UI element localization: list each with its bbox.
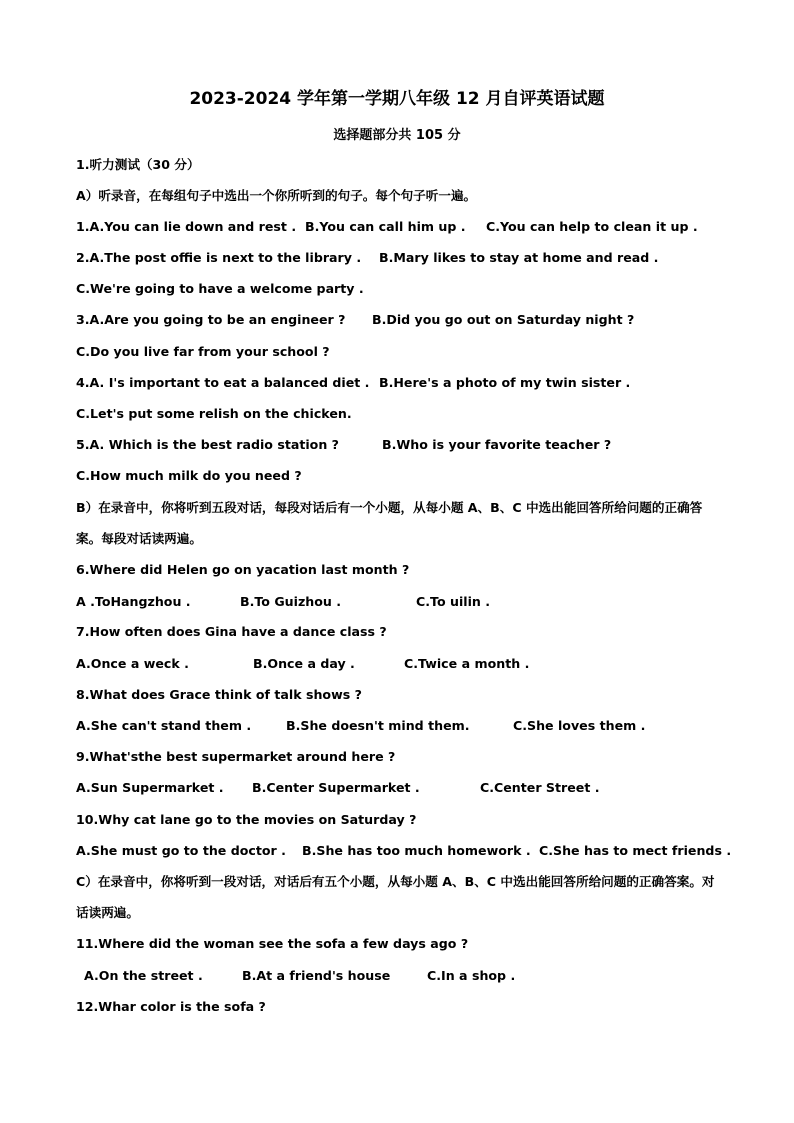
part-c-instruction: C）在录音中，你将听到一段对话，对话后有五个小题，从每小题 A、B、C 中选出能回答所给问题的正确答案。对话读两遍。 — [76, 874, 715, 920]
option-b: B.Center Supermarket . — [252, 780, 420, 795]
option-c: C.How much milk do you need ? — [76, 468, 302, 483]
option-a: A.Sun Supermarket . — [76, 780, 224, 795]
page-subtitle: 选择题部分共 105 分 — [333, 128, 461, 143]
option-c: C.To uilin . — [416, 594, 491, 609]
question-text: 12.Whar color is the sofa ? — [76, 999, 266, 1014]
option-a: A.She must go to the doctor . — [76, 843, 286, 858]
option-b: B.Mary likes to stay at home and read . — [379, 250, 659, 265]
option-c: C.Let's put some relish on the chicken. — [76, 406, 352, 421]
option-a: 2.A.The post offie is next to the library . — [76, 250, 362, 265]
option-a: A.She can't stand them . — [76, 718, 252, 733]
option-a: 4.A. I's important to eat a balanced diet . — [76, 375, 370, 390]
option-b: B.Who is your favorite teacher ? — [382, 437, 612, 452]
section-heading: 1.听力测试（30 分） — [76, 157, 200, 172]
question-text: 8.What does Grace think of talk shows ? — [76, 687, 362, 702]
option-b: B.At a friend's house — [242, 968, 391, 983]
part-b-instruction: B）在录音中，你将听到五段对话，每段对话后有一个小题，从每小题 A、B、C 中选出能回答所给问题的正确答案。每段对话读两遍。 — [76, 500, 703, 546]
option-c: C.You can help to clean it up . — [486, 219, 698, 234]
option-c: C.She has to mect friends . — [539, 843, 732, 858]
question-text: 9.What'sthe best supermarket around here ? — [76, 749, 396, 764]
option-a: 3.A.Are you going to be an engineer ? — [76, 312, 346, 327]
question-text: 7.How often does Gina have a dance class ? — [76, 624, 387, 639]
question-text: 11.Where did the woman see the sofa a few days ago ? — [76, 936, 469, 951]
page-title: 2023-2024 学年第一学期八年级 12 月自评英语试题 — [189, 89, 605, 109]
option-a: A.On the street . — [84, 968, 203, 983]
option-a: A.Once a weck . — [76, 656, 189, 671]
option-b: B.To Guizhou . — [240, 594, 342, 609]
option-c: C.We're going to have a welcome party . — [76, 281, 364, 296]
option-b: B.Did you go out on Saturday night ? — [372, 312, 635, 327]
option-b: B.You can call him up . — [305, 219, 466, 234]
option-a: 1.A.You can lie down and rest . — [76, 219, 297, 234]
option-b: B.She has too much homework . — [302, 843, 531, 858]
option-b: B.She doesn't mind them. — [286, 718, 470, 733]
option-c: C.Do you live far from your school ? — [76, 344, 330, 359]
option-c: C.Center Street . — [480, 780, 600, 795]
option-b: B.Here's a photo of my twin sister . — [379, 375, 631, 390]
option-b: B.Once a day . — [253, 656, 355, 671]
part-a-instruction: A）听录音，在每组句子中选出一个你所听到的句子。每个句子听一遍。 — [76, 188, 477, 203]
option-c: C.In a shop . — [427, 968, 516, 983]
option-c: C.She loves them . — [513, 718, 646, 733]
option-c: C.Twice a month . — [404, 656, 530, 671]
question-text: 6.Where did Helen go on yacation last month ? — [76, 562, 410, 577]
option-a: A .ToHangzhou . — [76, 594, 191, 609]
question-text: 10.Why cat lane go to the movies on Saturday ? — [76, 812, 417, 827]
option-a: 5.A. Which is the best radio station ? — [76, 437, 339, 452]
